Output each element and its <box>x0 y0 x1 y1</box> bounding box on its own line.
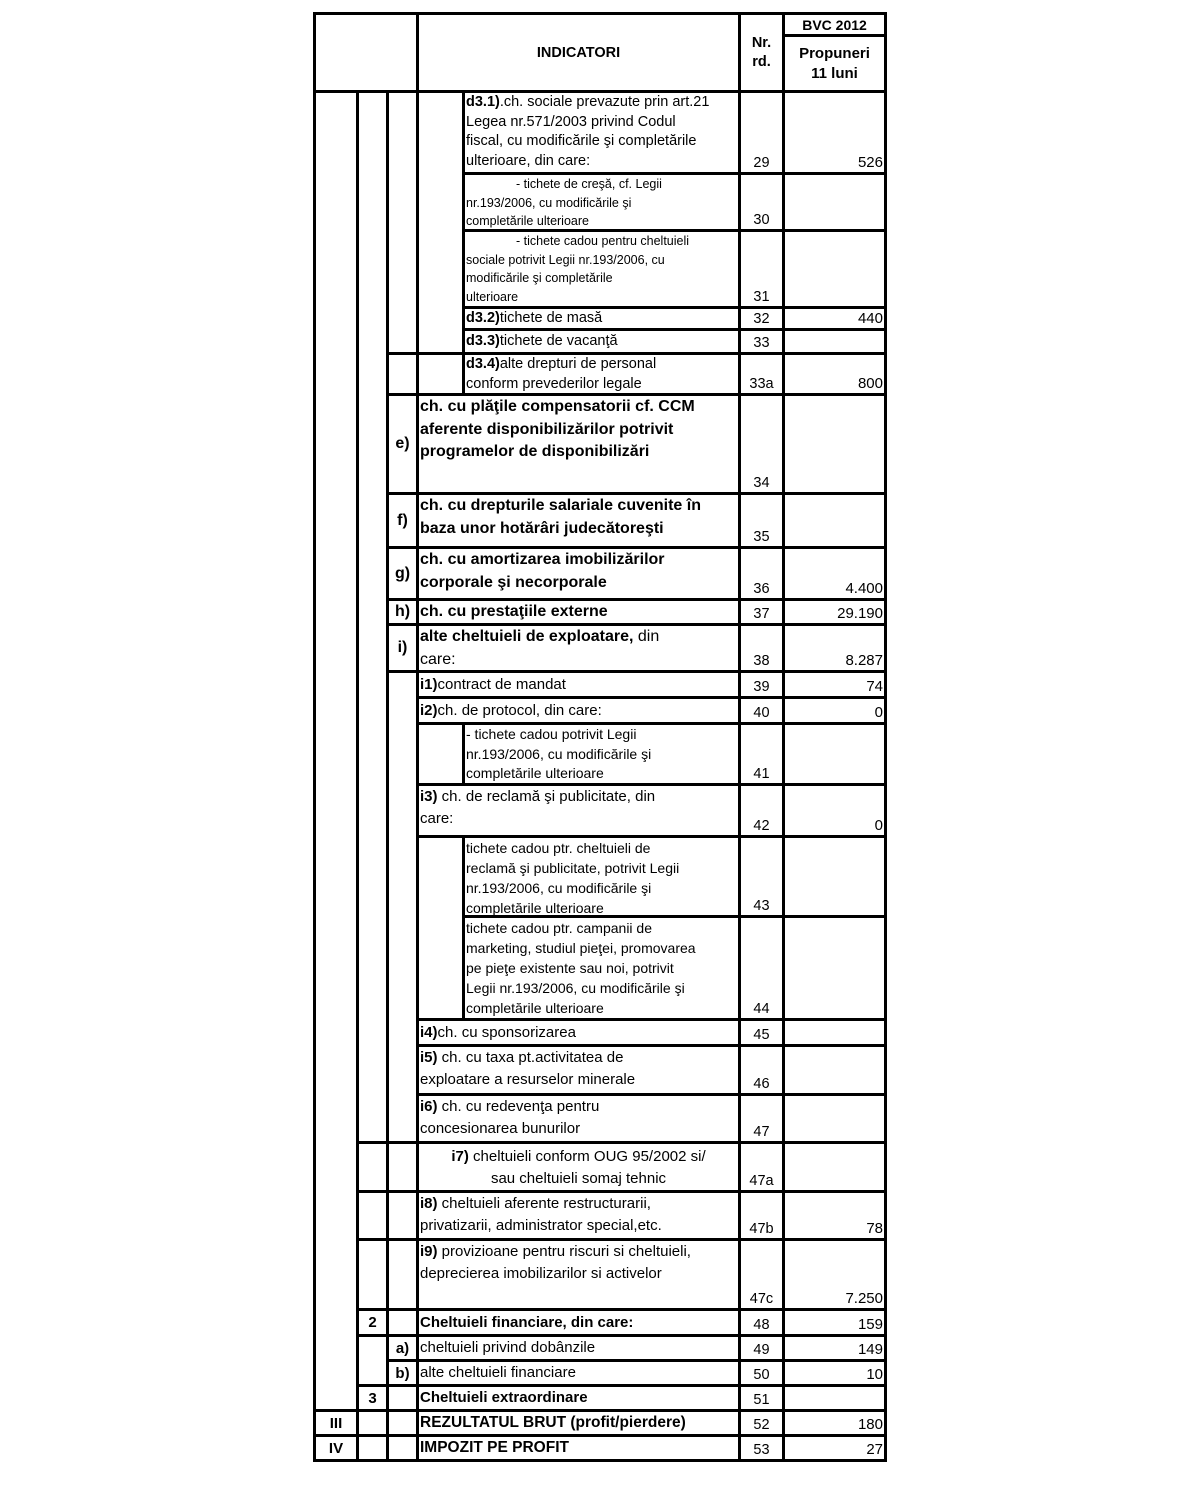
indicator-label <box>416 1384 741 1412</box>
row-value-text: 7.250 <box>845 1290 883 1307</box>
indicator-label <box>416 546 741 601</box>
indicator-code: d3.2) <box>466 309 500 326</box>
row-number-text: 48 <box>753 1317 770 1333</box>
row-value <box>782 722 887 786</box>
row-value-text: 78 <box>866 1220 883 1237</box>
row-number-text: 52 <box>753 1417 770 1433</box>
row-number-text: 34 <box>753 475 770 491</box>
indicator-label <box>416 1190 741 1241</box>
letter-cell <box>386 546 419 601</box>
row-value-text: 27 <box>866 1441 883 1458</box>
roman-numeral-cell <box>313 1434 359 1462</box>
header-bvc-label: BVC 2012 <box>802 17 867 33</box>
indicator-text: ch. cu drepturile salariale cuvenite în baza unor hotărâri judecătoreşti <box>420 497 701 537</box>
row-number <box>738 1308 785 1337</box>
row-value <box>782 352 887 396</box>
indicator-text: alte drepturi de personal conform prevederilor legale <box>466 356 657 392</box>
indicator-label <box>462 722 741 786</box>
letter-cell <box>386 492 419 549</box>
stub-cell <box>386 90 419 355</box>
indent-cell <box>416 352 465 396</box>
row-number <box>738 546 785 601</box>
row-value <box>782 623 887 673</box>
stub-cell <box>356 1434 389 1462</box>
row-value <box>782 1093 887 1144</box>
row-number-text: 42 <box>753 818 770 834</box>
row-value <box>782 783 887 838</box>
row-number <box>738 598 785 626</box>
row-value <box>782 1359 887 1387</box>
row-value <box>782 696 887 725</box>
stub-cell <box>386 1190 419 1241</box>
row-number <box>738 1334 785 1362</box>
header-period-label: 11 luni <box>811 64 858 82</box>
indicator-code: i1) <box>420 675 438 693</box>
row-number-text: 39 <box>753 679 770 695</box>
row-value-text: 74 <box>866 678 883 695</box>
row-number <box>738 229 785 309</box>
row-value <box>782 1044 887 1096</box>
stub-cell <box>356 1190 389 1241</box>
row-number-text: 47b <box>749 1221 774 1237</box>
row-number-text: 47 <box>753 1124 770 1140</box>
stub-cell <box>356 1409 389 1437</box>
indicator-text: cheltuieli privind dobânzile <box>420 1339 596 1356</box>
item-letter: a) <box>395 1339 410 1357</box>
header-nr-label: Nr. <box>751 34 772 51</box>
row-number-text: 45 <box>753 1027 770 1043</box>
indicator-label <box>416 1334 741 1362</box>
indicator-text: - tichete cadou potrivit Legii nr.193/2006, cu modificările şi completările ulterioare <box>466 726 652 781</box>
stub-cell <box>356 1141 389 1193</box>
section-number: 2 <box>368 1314 377 1331</box>
row-value-text: 8.287 <box>845 652 883 669</box>
row-number <box>738 1384 785 1412</box>
indicator-text: - tichete cadou pentru cheltuieli sociale potrivit Legii nr.193/2006, cu modificările şi completările ulterioare <box>466 234 690 304</box>
row-number <box>738 328 785 355</box>
indicator-label <box>416 623 741 673</box>
indicator-code: d3.1) <box>466 94 500 110</box>
indicator-code: i8) <box>420 1195 438 1212</box>
indicator-code: i9) <box>420 1243 438 1260</box>
row-number-text: 37 <box>753 606 770 622</box>
indicator-label <box>416 492 741 549</box>
row-number <box>738 835 785 918</box>
indicator-label <box>462 90 741 175</box>
row-number <box>738 1359 785 1387</box>
header-indicatori <box>416 12 741 93</box>
indicator-text: tichete cadou ptr. cheltuieli de reclamă şi publicitate, potrivit Legii nr.193/2006, cu modificările şi completările ulterioare <box>466 840 680 916</box>
indicator-text: Cheltuieli financiare, din care: <box>420 1313 634 1331</box>
indicator-label <box>416 1018 741 1047</box>
indent-cell <box>416 90 465 355</box>
row-number <box>738 623 785 673</box>
indicator-text: ch. cu prestaţiile externe <box>420 602 608 620</box>
row-number-text: 30 <box>753 212 770 228</box>
indicator-text: IMPOZIT PE PROFIT <box>420 1439 569 1457</box>
row-value <box>782 670 887 699</box>
row-value <box>782 1409 887 1437</box>
row-number <box>738 1141 785 1193</box>
row-value <box>782 1018 887 1047</box>
indicator-text: Cheltuieli extraordinare <box>420 1389 588 1406</box>
row-number-text: 43 <box>753 898 770 914</box>
indicator-text: .ch. sociale prevazute prin art.21 Legea nr.571/2003 privind Codul fiscal, cu modificările şi completările ulterioare, din care: <box>466 94 710 169</box>
row-number-text: 50 <box>753 1367 770 1383</box>
indicator-label <box>416 696 741 725</box>
row-number <box>738 1190 785 1241</box>
roman-numeral: III <box>329 1414 343 1432</box>
stub-cell <box>386 1141 419 1193</box>
stub-cell <box>386 1409 419 1437</box>
indicator-label <box>416 1359 741 1387</box>
indicator-text: ch. cu amortizarea imobilizărilor corporale şi necorporale <box>420 551 665 591</box>
indicator-text: ch. cu redevenţa pentru concesionarea bunurilor <box>420 1098 600 1137</box>
row-number <box>738 915 785 1021</box>
indicator-label <box>462 352 741 396</box>
indicator-text: cheltuieli conform OUG 95/2002 si/ sau cheltuieli somaj tehnic <box>473 1148 706 1187</box>
row-number-text: 36 <box>753 581 770 597</box>
row-number-text: 38 <box>753 653 770 669</box>
row-value-text: 0 <box>874 704 883 721</box>
stub-cell <box>356 1334 389 1387</box>
indicator-text: ch. cu taxa pt.activitatea de exploatare a resurselor minerale <box>420 1049 636 1088</box>
indicator-label <box>462 172 741 232</box>
row-value <box>782 598 887 626</box>
stub-cell <box>313 90 359 1412</box>
row-value-text: 526 <box>857 154 883 171</box>
indicator-code: d3.3) <box>466 332 500 349</box>
indicator-text: din care: <box>420 628 660 668</box>
row-value-text: 4.400 <box>845 580 883 597</box>
section-number-cell <box>356 1308 389 1337</box>
row-value <box>782 1334 887 1362</box>
stub-cell <box>356 90 389 1144</box>
row-value-text: 10 <box>866 1366 883 1383</box>
row-number <box>738 670 785 699</box>
row-number-text: 32 <box>753 311 770 327</box>
row-value-text: 180 <box>857 1416 883 1433</box>
indicator-text: ch. de reclamă şi publicitate, din care: <box>420 788 656 827</box>
item-letter: h) <box>394 603 411 620</box>
indicator-label <box>462 835 741 918</box>
indicator-text: ch. de protocol, din care: <box>437 701 602 719</box>
indicator-label <box>416 1044 741 1096</box>
row-number <box>738 393 785 495</box>
section-number-cell <box>356 1384 389 1412</box>
letter-cell <box>386 623 419 673</box>
row-value <box>782 546 887 601</box>
row-value <box>782 1141 887 1193</box>
indicator-code: i5) <box>420 1049 438 1066</box>
indicator-label <box>416 1308 741 1337</box>
item-letter: f) <box>397 511 408 529</box>
header-propuneri-label: Propuneri <box>799 44 870 62</box>
row-value-text: 149 <box>857 1341 883 1358</box>
row-value <box>782 90 887 175</box>
row-value-text: 440 <box>857 310 883 327</box>
item-letter: g) <box>394 564 411 582</box>
stub-cell <box>386 352 419 396</box>
item-letter: b) <box>395 1364 410 1382</box>
indicator-text: REZULTATUL BRUT (profit/pierdere) <box>420 1414 686 1432</box>
letter-cell <box>386 1359 419 1387</box>
stub-cell <box>356 1238 389 1311</box>
indicator-label <box>416 1434 741 1462</box>
row-number-text: 33 <box>753 335 770 351</box>
indicator-text-bold: alte cheltuieli de exploatare, <box>420 628 634 645</box>
indicator-text: ch. cu sponsorizarea <box>437 1023 576 1041</box>
indent-cell <box>416 835 465 1021</box>
stub-cell <box>386 1434 419 1462</box>
row-value <box>782 492 887 549</box>
section-number: 3 <box>368 1389 377 1407</box>
stub-cell <box>386 1238 419 1311</box>
row-number <box>738 1409 785 1437</box>
row-value <box>782 393 887 495</box>
row-number <box>738 1018 785 1047</box>
indicator-text: contract de mandat <box>437 675 566 693</box>
row-value-text: 29.190 <box>837 605 883 622</box>
row-number-text: 31 <box>753 289 770 305</box>
indicator-label <box>416 783 741 838</box>
row-value <box>782 1190 887 1241</box>
letter-cell <box>386 598 419 626</box>
indicator-code: i2) <box>420 701 438 719</box>
row-number <box>738 1238 785 1311</box>
header-indicatori-label: INDICATORI <box>536 44 621 61</box>
indicator-code: i3) <box>420 788 438 805</box>
indicator-text: cheltuieli aferente restructurarii, privatizarii, administrator special,etc. <box>420 1195 662 1234</box>
letter-cell <box>386 393 419 495</box>
row-number <box>738 696 785 725</box>
header-rd-label: rd. <box>752 53 771 70</box>
row-number <box>738 352 785 396</box>
letter-cell <box>386 1334 419 1362</box>
row-number-text: 47c <box>749 1291 774 1307</box>
indicator-label <box>416 1238 741 1311</box>
indicator-text: tichete de masă <box>499 309 603 326</box>
stub-cell <box>386 1384 419 1412</box>
row-number <box>738 722 785 786</box>
row-number <box>738 90 785 175</box>
indicator-label <box>416 393 741 495</box>
indicator-label <box>416 1141 741 1193</box>
indicator-label <box>416 1093 741 1144</box>
indicator-code: i6) <box>420 1098 438 1115</box>
row-value <box>782 915 887 1021</box>
roman-numeral-cell <box>313 1409 359 1437</box>
row-value <box>782 1384 887 1412</box>
row-value <box>782 172 887 232</box>
row-number <box>738 783 785 838</box>
indicator-code: i7) <box>451 1148 469 1165</box>
indicator-label <box>462 915 741 1021</box>
row-number-text: 44 <box>753 1001 770 1017</box>
indicator-code: d3.4) <box>466 356 500 372</box>
row-number <box>738 1434 785 1462</box>
stub-cell <box>386 670 419 1144</box>
row-number <box>738 1093 785 1144</box>
indicator-label <box>416 598 741 626</box>
row-value-text: 800 <box>857 375 883 392</box>
row-number <box>738 1044 785 1096</box>
row-value <box>782 328 887 355</box>
indicator-text: provizioane pentru riscuri si cheltuieli, deprecierea imobilizarilor si activelor <box>420 1243 691 1282</box>
row-value <box>782 1308 887 1337</box>
row-number-text: 33a <box>749 376 774 392</box>
row-number-text: 46 <box>753 1076 770 1092</box>
indicator-label <box>462 229 741 309</box>
row-value-text: 0 <box>874 817 883 834</box>
row-value-text: 159 <box>857 1316 883 1333</box>
header-blank-cell <box>313 12 419 93</box>
row-number-text: 53 <box>753 1442 770 1458</box>
item-letter: i) <box>397 639 408 656</box>
row-value <box>782 229 887 309</box>
stub-cell <box>386 1308 419 1337</box>
indicator-label <box>416 670 741 699</box>
indicator-text: ch. cu plăţile compensatorii cf. CCM aferente disponibilizărilor potrivit programelor de disponibilizări <box>420 398 695 460</box>
indicator-text: tichete cadou ptr. campanii de marketing, studiul pieţei, promovarea pe pieţe existente sau noi, potrivit Legii nr.193/2006, cu modificările şi completările ulterioare <box>466 920 696 1016</box>
roman-numeral: IV <box>328 1439 344 1457</box>
item-letter: e) <box>395 435 410 452</box>
row-value <box>782 835 887 918</box>
header-nr-rd <box>738 12 785 93</box>
row-number-text: 40 <box>753 705 770 721</box>
indent-cell <box>416 722 465 786</box>
row-value <box>782 1238 887 1311</box>
row-number-text: 35 <box>753 529 770 545</box>
row-number <box>738 492 785 549</box>
row-number-text: 29 <box>753 155 770 171</box>
row-number-text: 49 <box>753 1342 770 1358</box>
indicator-code: i4) <box>420 1023 438 1041</box>
row-number-text: 41 <box>753 766 770 782</box>
row-value <box>782 1434 887 1462</box>
indicator-text: alte cheltuieli financiare <box>420 1364 576 1381</box>
row-number-text: 47a <box>749 1173 774 1189</box>
indicator-text: tichete de vacanţă <box>499 332 618 349</box>
indicator-text: - tichete de creşă, cf. Legii nr.193/2006, cu modificările şi completările ulterioare <box>466 177 662 228</box>
row-number <box>738 172 785 232</box>
header-propuneri <box>782 34 887 93</box>
indicator-label <box>462 328 741 355</box>
row-number-text: 51 <box>753 1392 770 1408</box>
indicator-label <box>416 1409 741 1437</box>
